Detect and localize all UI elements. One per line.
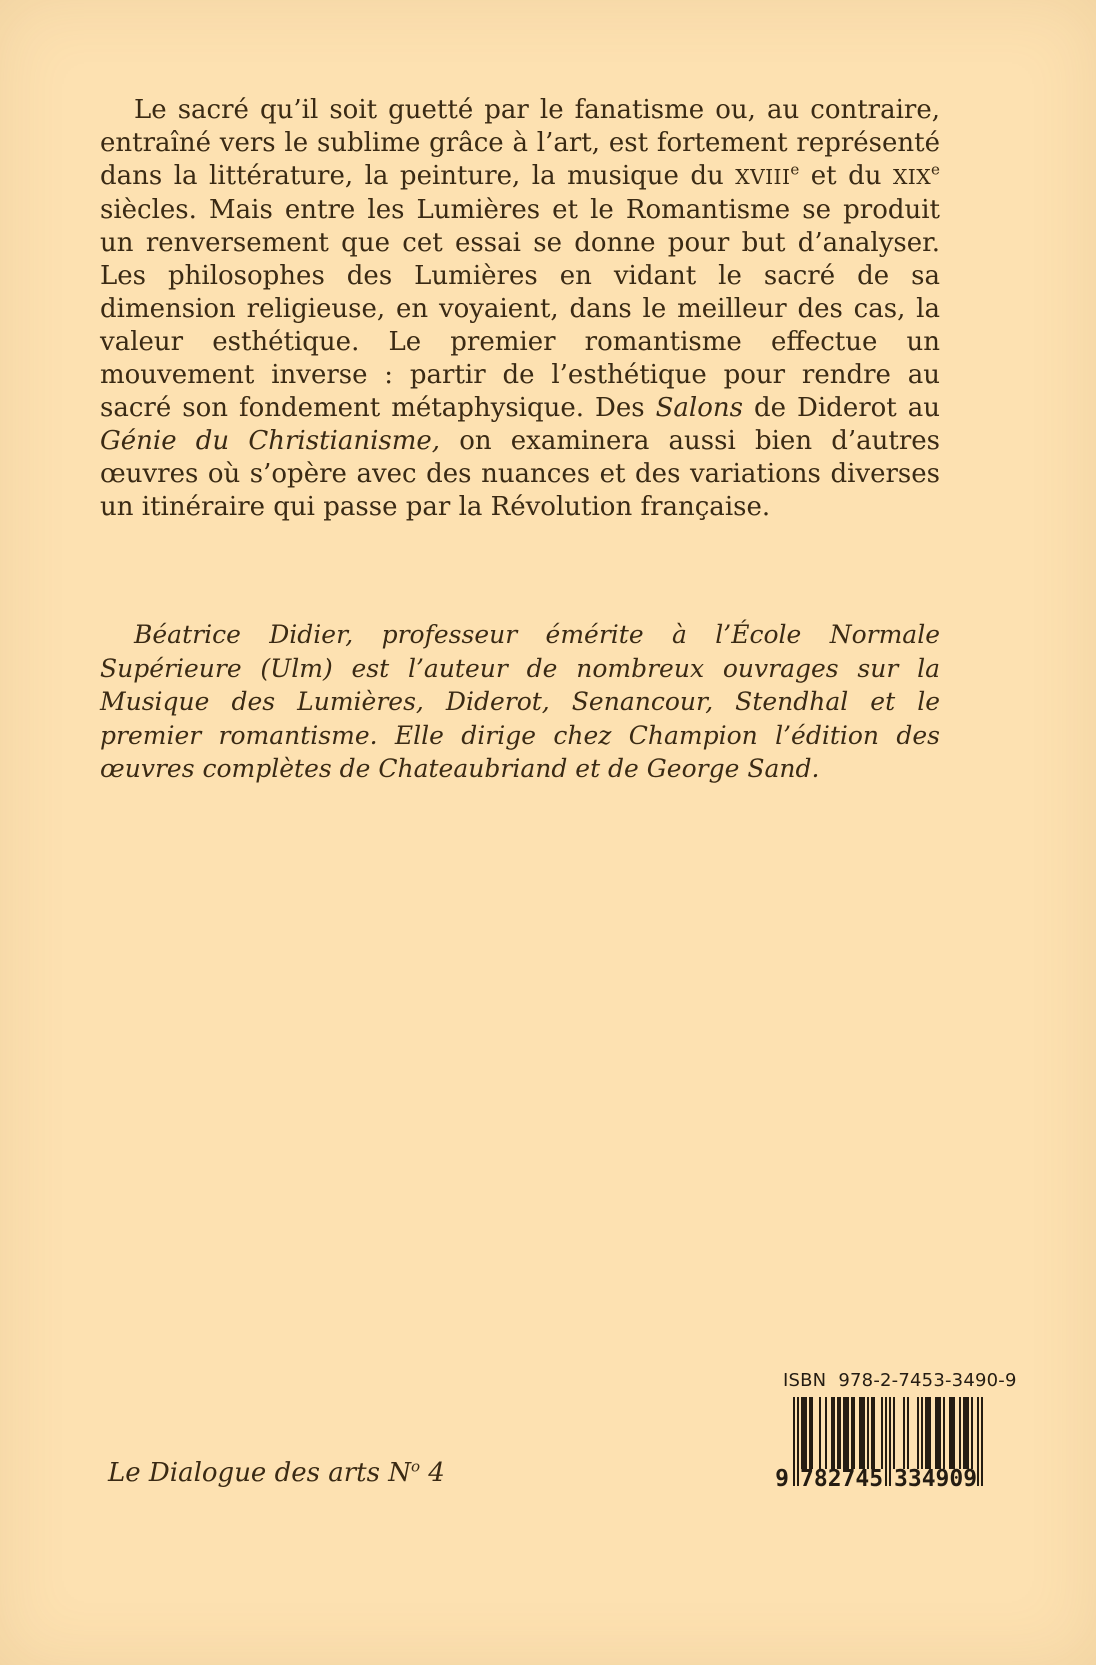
text-segment: e bbox=[790, 160, 800, 179]
text-segment: Le Dialogue des arts N bbox=[108, 1458, 411, 1488]
text-segment: e bbox=[931, 160, 940, 179]
text-segment: XVIII bbox=[735, 165, 791, 189]
text-segment: o bbox=[410, 1457, 421, 1476]
isbn-number: 978-2-7453-3490-9 bbox=[838, 1370, 1017, 1391]
author-bio-paragraph bbox=[100, 618, 940, 786]
text-segment: Le sacré qu’il soit guetté par le fanatisme ou, au contraire, entraîné vers le sublime grâce à l’art, est fortement représenté dans la littérature, la peinture, la musique du bbox=[100, 95, 940, 191]
text-segment: 4 bbox=[420, 1458, 445, 1488]
text-segment: et du bbox=[799, 161, 893, 191]
isbn-label: ISBN bbox=[783, 1370, 827, 1391]
ean13-barcode bbox=[775, 1397, 983, 1492]
text-segment: Béatrice Didier, professeur émérite à l’École Normale Supérieure (Ulm) est l’auteur de nombreux ouvrages sur la Musique des Lumières, Diderot, Senancour, Stendhal et le premier romantisme. Elle dirige chez Champion l’édition des œuvres complètes de Chateaubriand et de George Sand. bbox=[100, 620, 940, 783]
text-segment: XIX bbox=[892, 165, 932, 189]
barcode-digits-right: 334909 bbox=[894, 1466, 978, 1492]
synopsis-paragraph bbox=[100, 94, 940, 524]
text-segment: Salons bbox=[655, 393, 743, 423]
text-segment: on examinera aussi bien d’autres œuvres où s’opère avec des nuances et des variations diverses un itinéraire qui passe par la Révolution française. bbox=[100, 426, 940, 522]
text-segment: Génie du Christianisme, bbox=[100, 426, 441, 456]
barcode-digit-first: 9 bbox=[775, 1466, 789, 1492]
isbn-text-line bbox=[783, 1370, 1017, 1391]
text-segment: siècles. Mais entre les Lumières et le Romantisme se produit un renversement que cet essai se donne pour but d’analyser. Les philosophes des Lumières en vidant le sacré de sa dimension religieuse, en voyaient, dans le meilleur des cas, la valeur esthétique. Le premier romantisme effectue un mouvement inverse : partir de l’esthétique pour rendre au sacré son fondement métaphysique. Des bbox=[100, 195, 940, 423]
isbn-block bbox=[775, 1370, 1017, 1492]
text-segment: de Diderot au bbox=[742, 393, 940, 423]
collection-series-label bbox=[108, 1458, 445, 1488]
barcode-digits-left: 782745 bbox=[800, 1466, 884, 1492]
